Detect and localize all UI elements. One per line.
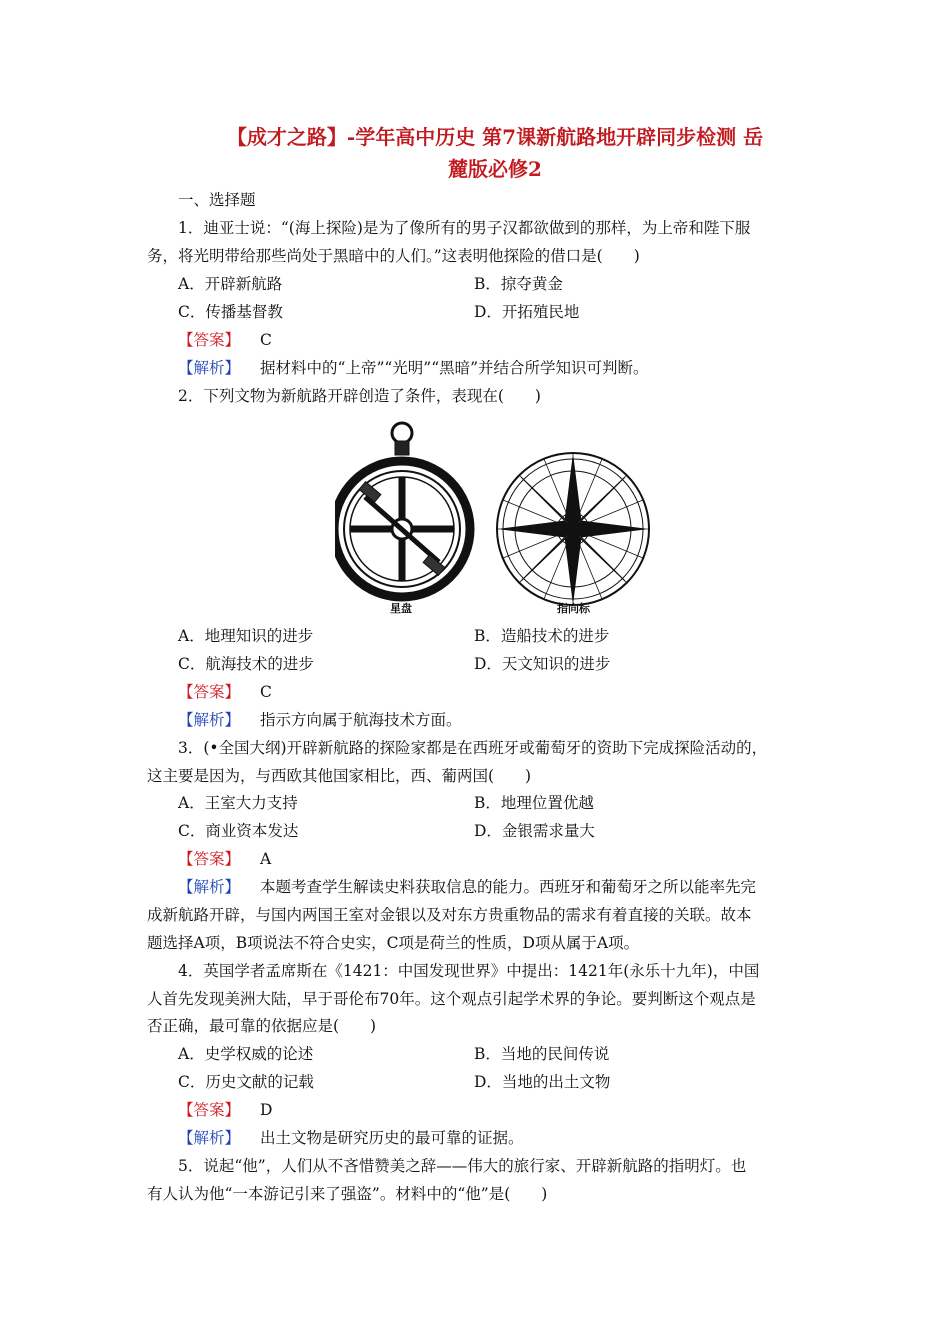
analysis-tag: 【解析】 — [178, 711, 241, 729]
q2-stem-line1: 2．下列文物为新航路开辟创造了条件，表现在( ) — [178, 387, 541, 405]
q3-analysis-line2: 成新航路开辟，与国内两国王室对金银以及对东方贵重物品的需求有着直接的关联。故本 — [147, 906, 752, 924]
q3-answer: A — [260, 850, 272, 868]
answer-tag: 【答案】 — [178, 1101, 241, 1119]
q1-option-c: C．传播基督教 — [178, 303, 283, 321]
q3-analysis-line3: 题选择A项，B项说法不符合史实，C项是荷兰的性质，D项从属于A项。 — [147, 934, 640, 952]
q3-option-c: C．商业资本发达 — [178, 822, 299, 840]
analysis-tag: 【解析】 — [178, 1129, 241, 1147]
q3-option-b: B．地理位置优越 — [474, 794, 594, 812]
q2-option-b: B．造船技术的进步 — [474, 627, 610, 645]
q4-option-d: D．当地的出土文物 — [474, 1073, 611, 1091]
q1-analysis-row — [178, 357, 649, 379]
astrolabe-image — [335, 423, 470, 597]
q1-option-d: D．开拓殖民地 — [474, 303, 580, 321]
q3-analysis-line1: 本题考查学生解读史料获取信息的能力。西班牙和葡萄牙之所以能率先完 — [260, 878, 757, 896]
section-heading: 一、选择题 — [178, 191, 256, 209]
document-title-line2: 麓版必修2 — [448, 157, 542, 181]
answer-tag: 【答案】 — [178, 683, 241, 701]
q4-answer: D — [260, 1101, 273, 1119]
q4-option-b: B．当地的民间传说 — [474, 1045, 610, 1063]
astrolabe-compass-illustration — [335, 417, 665, 617]
compass-label: 指向标 — [557, 602, 590, 615]
q1-answer: C — [260, 331, 272, 349]
answer-tag: 【答案】 — [178, 331, 241, 349]
q3-option-d: D．金银需求量大 — [474, 822, 595, 840]
q2-analysis: 指示方向属于航海技术方面。 — [260, 711, 462, 729]
analysis-tag: 【解析】 — [178, 878, 241, 896]
q2-option-d: D．天文知识的进步 — [474, 655, 611, 673]
q3-answer-row — [178, 848, 271, 870]
q1-option-b: B．掠夺黄金 — [474, 275, 563, 293]
astrolabe-label: 星盘 — [390, 602, 412, 615]
q4-answer-row — [178, 1099, 272, 1121]
q2-analysis-row — [178, 709, 462, 731]
compass-rose-image — [497, 453, 649, 605]
answer-tag: 【答案】 — [178, 850, 241, 868]
q1-answer-row — [178, 329, 272, 351]
q5-stem-line1: 5．说起“他”，人们从不吝惜赞美之辞——伟大的旅行家、开辟新航路的指明灯。也 — [178, 1157, 747, 1175]
document-title-line1: 【成才之路】-学年高中历史 第7课新航路地开辟同步检测 岳 — [226, 125, 764, 149]
q4-option-c: C．历史文献的记载 — [178, 1073, 314, 1091]
q4-analysis-row — [178, 1127, 524, 1149]
q2-answer: C — [260, 683, 272, 701]
q4-stem-line3: 否正确，最可靠的依据应是( ) — [147, 1017, 377, 1035]
q2-option-c: C．航海技术的进步 — [178, 655, 314, 673]
q3-stem-line2: 这主要是因为，与西欧其他国家相比，西、葡两国( ) — [147, 767, 532, 785]
q1-stem-line2: 务，将光明带给那些尚处于黑暗中的人们。”这表明他探险的借口是( ) — [147, 247, 640, 265]
q4-option-a: A．史学权威的论述 — [178, 1045, 314, 1063]
q4-analysis: 出土文物是研究历史的最可靠的证据。 — [260, 1129, 524, 1147]
q4-stem-line1: 4．英国学者孟席斯在《1421：中国发现世界》中提出：1421年(永乐十九年)，中国 — [178, 962, 760, 980]
q5-stem-line2: 有人认为他“一本游记引来了强盗”。材料中的“他”是( ) — [147, 1185, 548, 1203]
q2-figure — [335, 417, 665, 617]
q3-stem-line1: 3．(•全国大纲)开辟新航路的探险家都是在西班牙或葡萄牙的资助下完成探险活动的， — [178, 739, 768, 757]
q1-analysis: 据材料中的“上帝”“光明”“黑暗”并结合所学知识可判断。 — [260, 359, 649, 377]
q2-answer-row — [178, 681, 272, 703]
q4-stem-line2: 人首先发现美洲大陆，早于哥伦布70年。这个观点引起学术界的争论。要判断这个观点是 — [147, 990, 756, 1008]
q1-stem-line1: 1．迪亚士说：“(海上探险)是为了像所有的男子汉都欲做到的那样，为上帝和陛下服 — [178, 219, 751, 237]
q2-option-a: A．地理知识的进步 — [178, 627, 314, 645]
analysis-tag: 【解析】 — [178, 359, 241, 377]
q3-analysis-row — [178, 876, 756, 898]
q3-option-a: A．王室大力支持 — [178, 794, 298, 812]
q1-option-a: A．开辟新航路 — [178, 275, 283, 293]
